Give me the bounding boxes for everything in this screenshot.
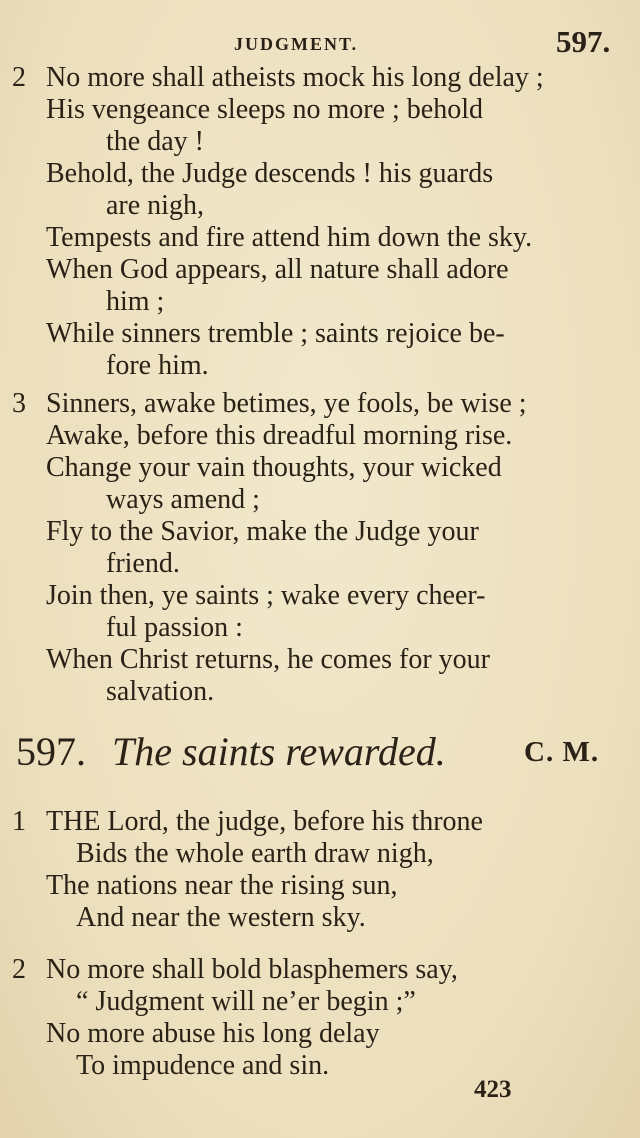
- verse-line: [0, 644, 640, 676]
- verse-line: [0, 94, 640, 126]
- verse-line: [0, 516, 640, 548]
- verse-line: [0, 222, 640, 254]
- verse-text: ways amend ;: [106, 484, 260, 515]
- verse-text: Fly to the Savior, make the Judge your: [46, 516, 479, 547]
- hymn-597-stanza-1: [0, 806, 640, 934]
- verse-text: When God appears, all nature shall adore: [46, 254, 509, 285]
- verse-text: are nigh,: [106, 190, 204, 221]
- stanza-3-prev-hymn: [0, 388, 640, 708]
- stanza-2-prev-hymn: [0, 62, 640, 382]
- verse-line: [0, 1050, 640, 1082]
- verse-text: When Christ returns, he comes for your: [46, 644, 490, 675]
- verse-line: [0, 548, 640, 580]
- verse-line: [0, 954, 640, 986]
- verse-text: And near the western sky.: [76, 902, 366, 933]
- stanza-number: 3: [12, 388, 26, 419]
- verse-text: While sinners tremble ; saints rejoice be-: [46, 318, 505, 349]
- verse-text: “ Judgment will ne’er begin ;”: [76, 986, 416, 1017]
- verse-line: [0, 676, 640, 708]
- verse-text: The nations near the rising sun,: [46, 870, 398, 901]
- verse-line: [0, 388, 640, 420]
- verse-line: [0, 452, 640, 484]
- page-header: [0, 22, 640, 62]
- verse-text: Awake, before this dreadful morning rise.: [46, 420, 513, 451]
- verse-text: the day !: [106, 126, 204, 157]
- verse-text: him ;: [106, 286, 165, 317]
- verse-line: [0, 254, 640, 286]
- hymn-number: 597.: [16, 729, 86, 774]
- verse-line: [0, 838, 640, 870]
- verse-line: [0, 190, 640, 222]
- verse-line: [0, 612, 640, 644]
- verse-text: salvation.: [106, 676, 215, 707]
- verse-line: [0, 580, 640, 612]
- verse-text: Tempests and fire attend him down the sky.: [46, 222, 533, 253]
- verse-text: Join then, ye saints ; wake every cheer-: [46, 580, 486, 611]
- verse-line: [0, 62, 640, 94]
- verse-line: [0, 484, 640, 516]
- verse-text: No more shall bold blasphemers say,: [46, 954, 458, 985]
- stanza-number: 2: [12, 62, 26, 93]
- verse-text: Change your vain thoughts, your wicked: [46, 452, 502, 483]
- hymn-title: The saints rewarded.: [112, 729, 446, 774]
- verse-line: [0, 420, 640, 452]
- verse-text: THE Lord, the judge, before his throne: [46, 806, 483, 837]
- verse-line: [0, 870, 640, 902]
- verse-line: [0, 158, 640, 190]
- hymn-heading: [0, 728, 640, 778]
- verse-line: [0, 126, 640, 158]
- running-head: JUDGMENT.: [234, 34, 359, 54]
- verse-text: friend.: [106, 548, 180, 579]
- stanza-number: 2: [12, 954, 26, 985]
- header-hymn-number: 597.: [556, 24, 611, 59]
- verse-text: Behold, the Judge descends ! his guards: [46, 158, 494, 189]
- verse-text: Bids the whole earth draw nigh,: [76, 838, 434, 869]
- verse-text: His vengeance sleeps no more ; behold: [46, 94, 483, 125]
- verse-text: fore him.: [106, 350, 209, 381]
- verse-line: [0, 318, 640, 350]
- verse-text: Sinners, awake betimes, ye fools, be wise ;: [46, 388, 527, 419]
- stanza-number: 1: [12, 806, 26, 837]
- verse-line: [0, 902, 640, 934]
- verse-line: [0, 1018, 640, 1050]
- verse-line: [0, 286, 640, 318]
- verse-line: [0, 806, 640, 838]
- verse-text: No more shall atheists mock his long delay ;: [46, 62, 544, 93]
- verse-text: No more abuse his long delay: [46, 1018, 380, 1049]
- verse-line: [0, 986, 640, 1018]
- hymn-597-stanza-2: [0, 954, 640, 1082]
- hymn-meter: C. M.: [524, 736, 600, 768]
- verse-line: [0, 350, 640, 382]
- verse-text: ful passion :: [106, 612, 243, 643]
- page-number: 423: [474, 1076, 512, 1103]
- verse-text: To impudence and sin.: [76, 1050, 330, 1081]
